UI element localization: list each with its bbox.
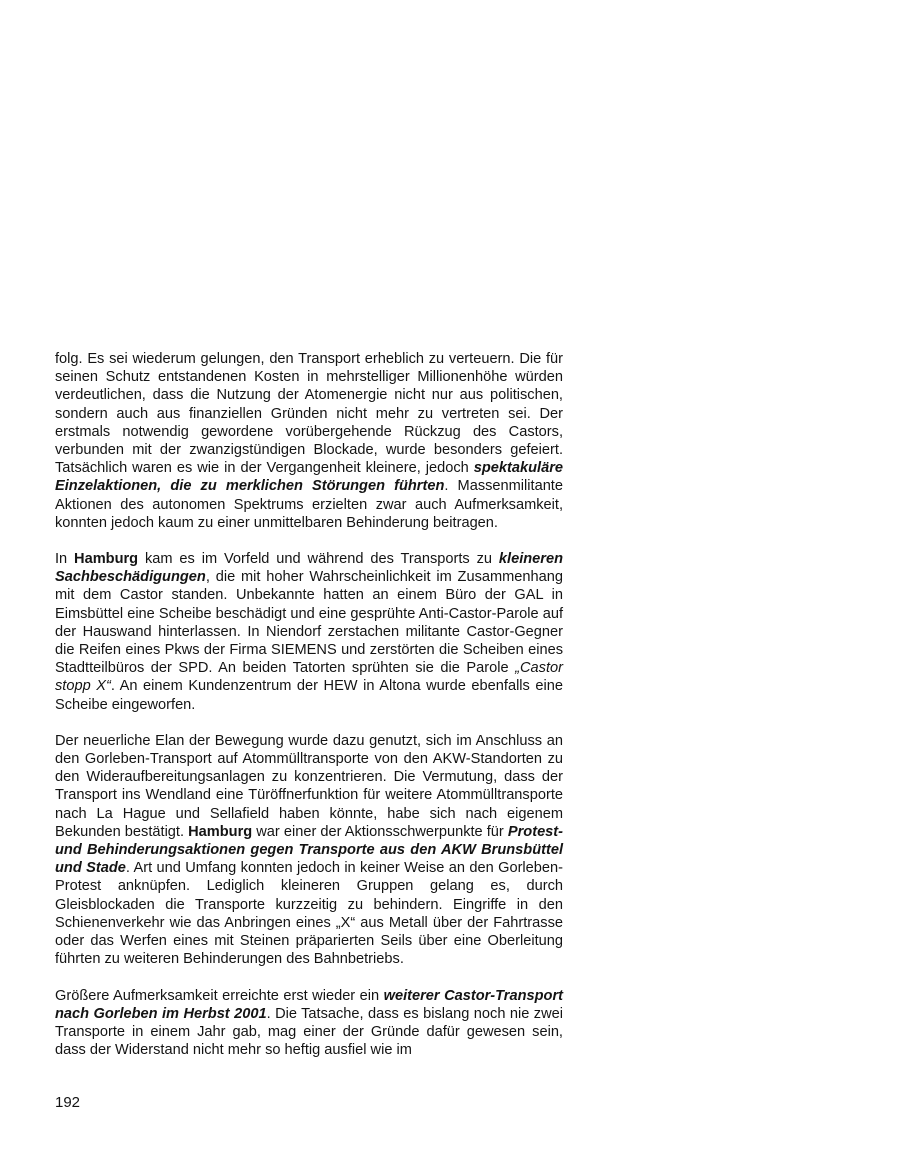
text-run: kam es im Vorfeld und während des Transports zu	[138, 551, 499, 568]
emphasis-bold-italic: spektakuläre Einzelaktionen, die zu merklichen Störungen führten	[55, 460, 563, 495]
text-run: folg. Es sei wiederum gelungen, den Transport erheblich zu verteuern. Die für seinen Schutz entstandenen Kosten in mehrstelliger Millionenhöhe würden verdeutlichen, dass die Nutzung der Atomenergie nicht nur aus politischen, sondern auch aus finanziellen Gründen nicht mehr zu vertreten sei. Der erstmals notwendig gewordene vorübergehende Rückzug des Castors, verbunden mit der zwanzigstündigen Blockade, wurde besonders gefeiert. Tatsächlich waren es wie in der Vergangenheit kleinere, jedoch	[55, 351, 563, 477]
text-run: . Art und Umfang konnten jedoch in keiner Weise an den Gorleben-Protest anknüpfen. Lediglich kleineren Gruppen gelang es, durch Gleisblockaden die Transporte kurzzeitig zu behindern. Eingriffe in den Schienenverkehr wie das Anbringen eines „X“ aus Metall über der Fahrtrasse oder das Werfen eines mit Steinen präparierten Seils über eine Oberleitung führten zu weiteren Behinderungen des Bahnbetriebs.	[55, 860, 563, 968]
paragraph	[55, 732, 563, 969]
text-run: , die mit hoher Wahrscheinlichkeit im Zusammenhang mit dem Castor standen. Unbekannte hatten an einem Büro der GAL in Eimsbüttel eine Scheibe beschädigt und eine gesprühte Anti-Castor-Parole auf der Hauswand hinterlassen. In Niendorf zerstachen militante Castor-Gegner die Reifen eines Pkws der Firma SIEMENS und zerstörten die Scheiben eines Stadtteilbüros der SPD. An beiden Tatorten sprühten sie die Parole	[55, 569, 563, 677]
paragraph	[55, 550, 563, 714]
text-run: war einer der Aktionsschwerpunkte für	[252, 823, 508, 840]
text-run: . An einem Kundenzentrum der HEW in Altona wurde ebenfalls eine Scheibe eingeworfen.	[55, 678, 563, 713]
paragraph	[55, 350, 563, 532]
emphasis-bold-italic: weiterer Castor-Transport nach Gorleben im Herbst 2001	[55, 987, 563, 1022]
emphasis-bold-italic: kleineren Sachbeschädigungen	[55, 551, 563, 586]
text-run: . Massenmilitante Aktionen des autonomen Spektrums erzielten zwar auch Aufmerksamkeit, konnten jedoch kaum zu einer unmittelbaren Behinderung beitragen.	[55, 478, 563, 531]
text-run: . Die Tatsache, dass es bislang noch nie zwei Transporte in einem Jahr gab, mag einer der Gründe dafür gewesen sein, dass der Widerstand nicht mehr so heftig ausfiel wie im	[55, 1005, 563, 1059]
emphasis-italic: „Castor stopp X“	[55, 660, 563, 695]
text-run: Größere Aufmerksamkeit erreichte erst wieder ein	[55, 987, 384, 1004]
page-number: 192	[55, 1094, 81, 1111]
paragraph	[55, 987, 563, 1060]
text-run: In	[55, 551, 75, 568]
body-text	[55, 350, 563, 1077]
emphasis-bold-italic: Protest- und Behinderungsaktionen gegen Transporte aus den AKW Brunsbüttel und Stade	[55, 823, 564, 877]
text-run: Der neuerliche Elan der Bewegung wurde dazu genutzt, sich im Anschluss an den Gorleben-Transport auf Atommülltransporte von den AKW-Standorten zu den Wideraufbereitungsanlagen zu konzentrieren. Die Vermutung, dass der Transport ins Wendland eine Türöffnerfunktion für weitere Atommülltransporte nach La Hague und Sellafield haben könnte, habe sich nach eigenem Bekunden bestätigt.	[55, 732, 563, 840]
emphasis-bold: Hamburg	[74, 551, 139, 568]
emphasis-bold: Hamburg	[188, 823, 253, 840]
